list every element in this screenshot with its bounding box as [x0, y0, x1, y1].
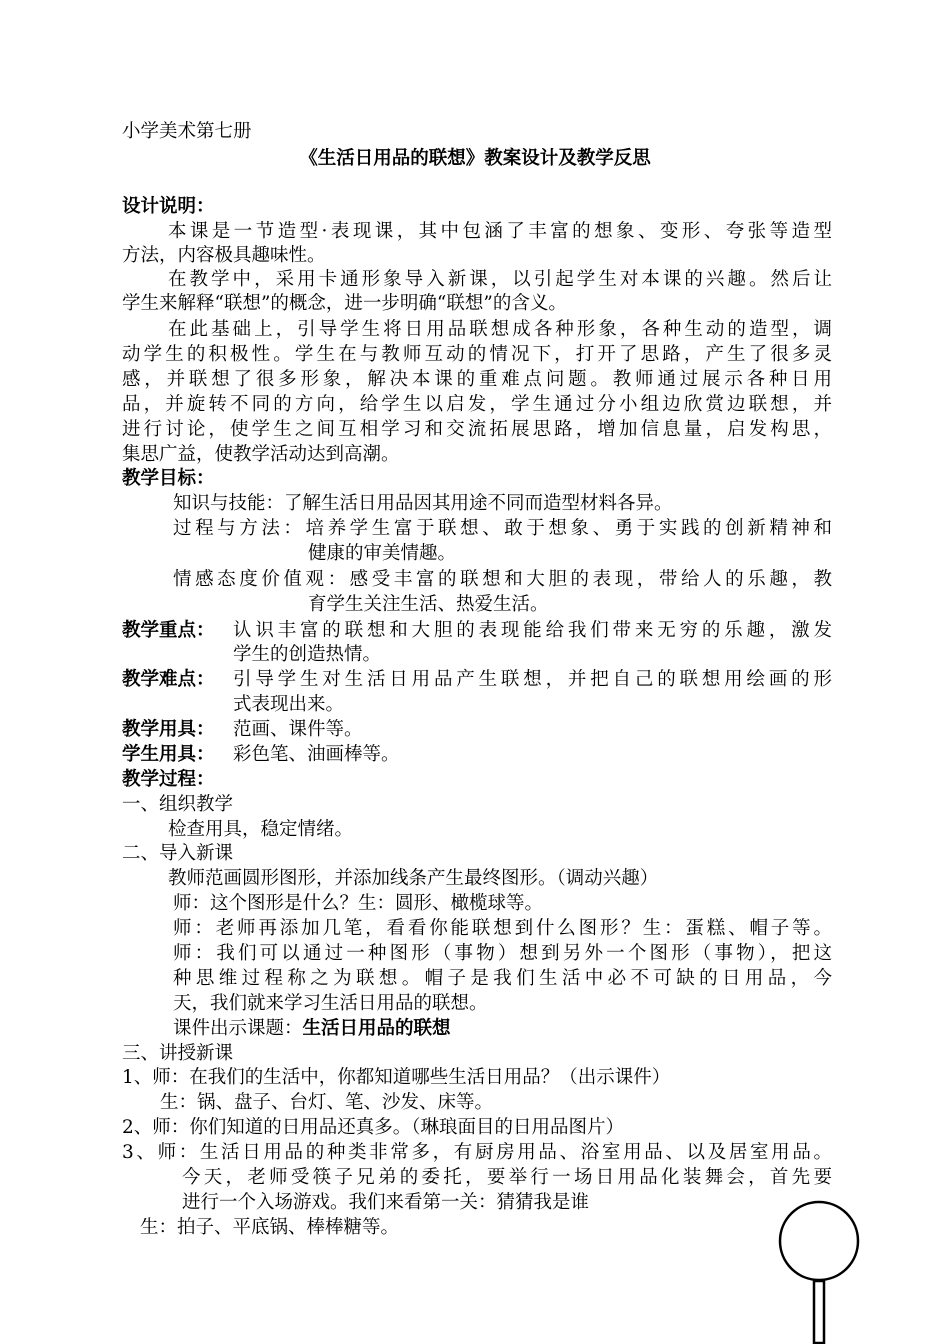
section-2-title: 二、导入新课 — [122, 843, 234, 864]
section-2-line: 师：老师再添加几笔，看看你能联想到什么图形？生：蛋糕、帽子等。 — [173, 918, 832, 939]
goal-process-line: 健康的审美情趣。 — [308, 543, 457, 564]
difficulty-label: 教学难点： — [122, 669, 215, 690]
goal-emotion-line: 育学生关注生活、热爱生活。 — [308, 594, 549, 615]
design-p3-line: 感，并联想了很多形象，解决本课的重难点问题。教师通过展示各种日用 — [122, 369, 832, 390]
goal-emotion-line: 情感态度价值观：感受丰富的联想和大胆的表现，带给人的乐趣，教 — [173, 569, 832, 590]
section-3-line: 1、师：在我们的生活中，你都知道哪些生活日用品？（出示课件） — [122, 1067, 671, 1088]
design-p1-line: 方法，内容极具趣味性。 — [122, 245, 326, 266]
courseware-line — [173, 1017, 451, 1041]
difficulty-line: 式表现出来。 — [233, 694, 345, 715]
key-point-line: 学生的创造热情。 — [233, 644, 382, 665]
section-2-line: 种思维过程称之为联想。帽子是我们生活中必不可缺的日用品，今 — [173, 968, 832, 989]
design-p3-line: 集思广益，使教学活动达到高潮。 — [122, 444, 400, 465]
course-label: 小学美术第七册 — [122, 121, 252, 142]
section-3-line: 生：拍子、平底锅、棒棒糖等。 — [140, 1217, 400, 1238]
design-p3-line: 在此基础上，引导学生将日用品联想成各种形象，各种生动的造型，调 — [168, 319, 832, 340]
magnifier-lens — [780, 1202, 858, 1280]
student-tools-label: 学生用具： — [122, 744, 215, 765]
key-point-label: 教学重点： — [122, 620, 215, 641]
section-2-line: 教师范画圆形图形，并添加线条产生最终图形。（调动兴趣） — [168, 868, 659, 889]
courseware-prefix: 课件出示课题： — [173, 1018, 303, 1039]
key-point-line: 认识丰富的联想和大胆的表现能给我们带来无穷的乐趣，激发 — [233, 620, 832, 641]
difficulty-line: 引导学生对生活日用品产生联想，并把自己的联想用绘画的形 — [233, 669, 832, 690]
design-p1-line: 本课是一节造型·表现课，其中包涵了丰富的想象、变形、夸张等造型 — [168, 221, 832, 242]
magnifier-handle — [814, 1281, 824, 1343]
document-title: 《生活日用品的联想》教案设计及教学反思 — [299, 148, 651, 169]
section-1-line: 检查用具，稳定情绪。 — [168, 819, 354, 840]
student-tools-text: 彩色笔、油画棒等。 — [233, 744, 400, 765]
magnifier-drawing — [776, 1198, 862, 1344]
section-2-line: 师：这个图形是什么？生：圆形、橄榄球等。 — [173, 893, 544, 914]
procedure-heading: 教学过程： — [122, 769, 215, 790]
section-2-line: 师：我们可以通过一种图形（事物）想到另外一个图形（事物），把这 — [173, 943, 832, 964]
goal-knowledge: 知识与技能：了解生活日用品因其用途不同而造型材料各异。 — [173, 493, 673, 514]
section-3-line: 3、师：生活日用品的种类非常多，有厨房用品、浴室用品、以及居室用品。 — [122, 1142, 832, 1163]
section-3-line: 生：锅、盘子、台灯、笔、沙发、床等。 — [160, 1092, 494, 1113]
design-p3-line: 进行讨论，使学生之间互相学习和交流拓展思路，增加信息量，启发构思， — [122, 419, 832, 440]
teacher-tools-text: 范画、课件等。 — [233, 719, 363, 740]
section-3-line: 今天，老师受筷子兄弟的委托，要举行一场日用品化装舞会，首先要 — [182, 1167, 832, 1188]
design-p3-line: 品，并旋转不同的方向，给学生以启发，学生通过分小组边欣赏边联想，并 — [122, 394, 832, 415]
goals-heading: 教学目标： — [122, 468, 215, 489]
design-heading: 设计说明： — [122, 196, 215, 217]
section-3-title: 三、讲授新课 — [122, 1043, 234, 1064]
section-3-line: 进行一个入场游戏。我们来看第一关：猜猜我是谁 — [182, 1192, 590, 1213]
design-p2-line: 学生来解释“联想”的概念，进一步明确“联想”的含义。 — [122, 293, 567, 314]
design-p3-line: 动学生的积极性。学生在与教师互动的情况下，打开了思路，产生了很多灵 — [122, 344, 832, 365]
section-1-title: 一、组织教学 — [122, 794, 234, 815]
section-2-line: 天，我们就来学习生活日用品的联想。 — [173, 993, 488, 1014]
design-p2-line: 在教学中，采用卡通形象导入新课，以引起学生对本课的兴趣。然后让 — [168, 269, 832, 290]
courseware-topic: 生活日用品的联想 — [302, 1018, 451, 1039]
section-3-line: 2、师：你们知道的日用品还真多。（琳琅面目的日用品图片） — [122, 1117, 625, 1138]
goal-process-line: 过程与方法：培养学生富于联想、敢于想象、勇于实践的创新精神和 — [173, 518, 832, 539]
teacher-tools-label: 教学用具： — [122, 719, 215, 740]
